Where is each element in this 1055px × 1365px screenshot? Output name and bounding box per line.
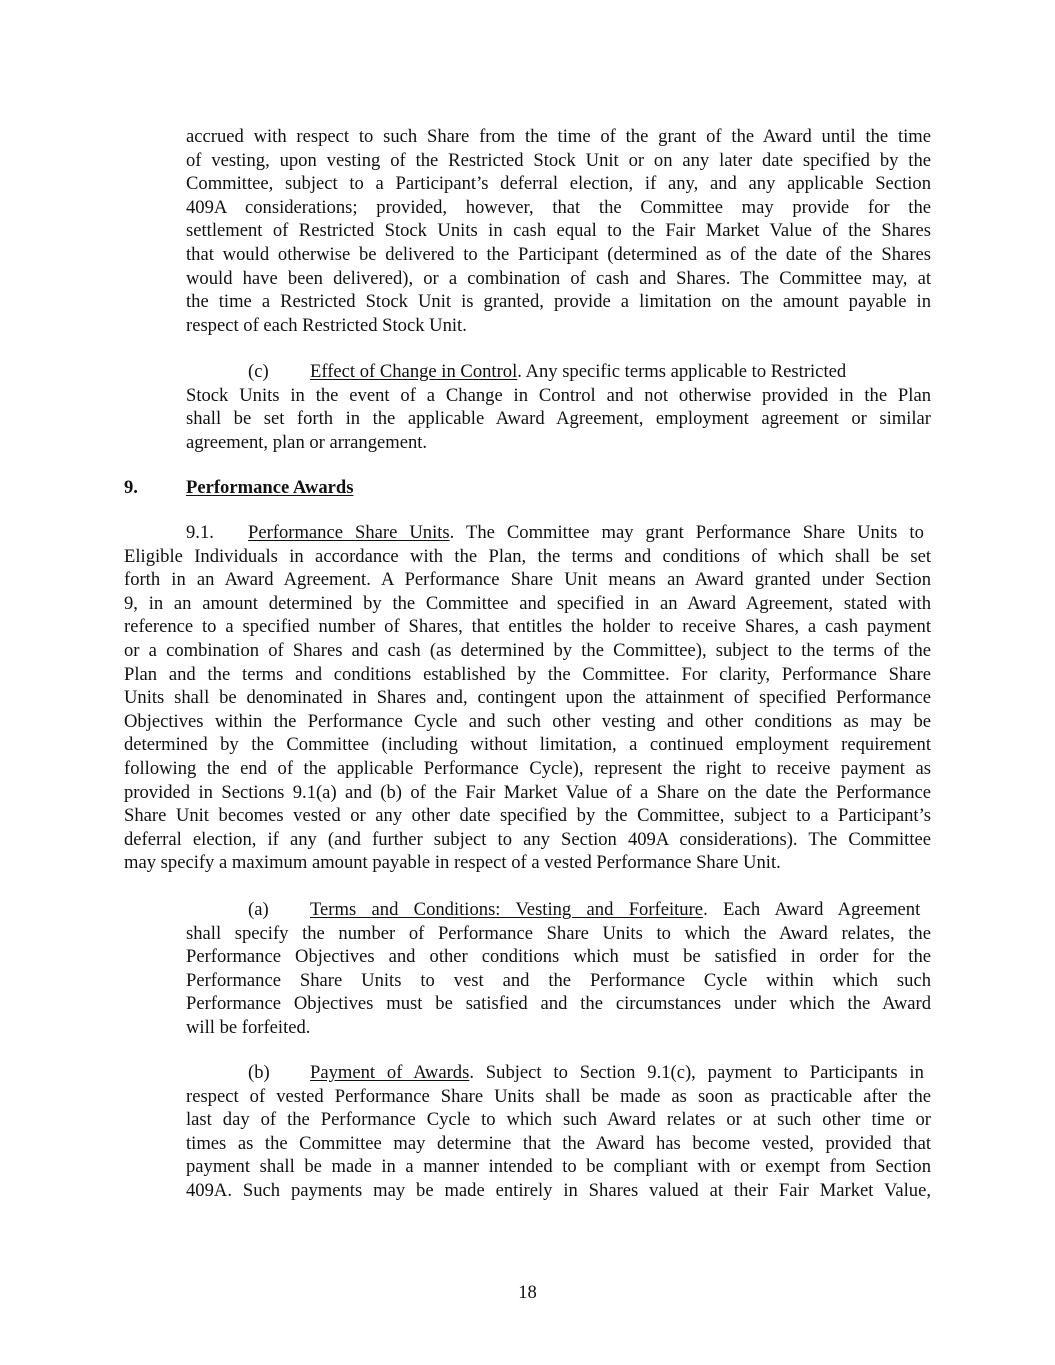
subsection-b-first-line — [186, 1061, 931, 1085]
continued-paragraph — [186, 125, 931, 337]
subsection-marker: (c) — [248, 361, 269, 382]
text-line: of vesting, upon vesting of the Restricted Stock Unit or on any later date specified by the — [186, 149, 931, 171]
subsection-a-first-line — [186, 898, 931, 922]
subsection-b — [186, 1061, 931, 1203]
section-9-1 — [124, 521, 931, 875]
text-line: following the end of the applicable Performance Cycle), represent the right to receive payment as — [124, 757, 931, 779]
text-line: Plan and the terms and conditions established by the Committee. For clarity, Performance Share — [124, 663, 931, 685]
subsection-title: Performance Share Units — [248, 522, 450, 543]
text-line: that would otherwise be delivered to the Participant (determined as of the date of the Shares — [186, 243, 931, 265]
text-line: payment shall be made in a manner intended to be compliant with or exempt from Section — [186, 1156, 931, 1178]
subsection-a — [186, 898, 931, 1040]
text-line: 409A considerations; provided, however, that the Committee may provide for the — [186, 196, 931, 218]
subsection-marker: (a) — [248, 899, 269, 920]
text-line: reference to a specified number of Shares, that entitles the holder to receive Shares, a cash payment — [124, 616, 931, 638]
subsection-text: . The Committee may grant Performance Share Units to — [449, 522, 924, 543]
text-line: respect of vested Performance Share Units shall be made as soon as practicable after the — [186, 1085, 931, 1107]
section-title: Performance Awards — [186, 477, 354, 498]
text-line: respect of each Restricted Stock Unit. — [186, 314, 467, 336]
text-line: would have been delivered), or a combination of cash and Shares. The Committee may, at — [186, 267, 931, 289]
subsection-marker: 9.1. — [186, 522, 214, 543]
section-heading — [124, 476, 353, 500]
subsection-text: . Subject to Section 9.1(c), payment to Participants in — [469, 1062, 924, 1083]
text-line: Eligible Individuals in accordance with the Plan, the terms and conditions of which shall be set — [124, 545, 931, 567]
text-line: Stock Units in the event of a Change in Control and not otherwise provided in the Plan — [186, 384, 931, 406]
subsection-text: . Any specific terms applicable to Restricted — [517, 361, 847, 382]
text-line: Committee, subject to a Participant’s deferral election, if any, and any applicable Section — [186, 173, 931, 195]
text-line: forth in an Award Agreement. A Performance Share Unit means an Award granted under Section — [124, 569, 931, 591]
text-line: Objectives within the Performance Cycle and such other vesting and other conditions as may be — [124, 710, 931, 732]
subsection-text: . Each Award Agreement — [703, 899, 921, 920]
text-line: will be forfeited. — [186, 1016, 311, 1038]
page-number: 18 — [518, 1282, 537, 1303]
text-line: may specify a maximum amount payable in respect of a vested Performance Share Unit. — [124, 852, 781, 874]
text-line: agreement, plan or arrangement. — [186, 431, 428, 453]
text-line: accrued with respect to such Share from the time of the grant of the Award until the time — [186, 126, 931, 147]
text-line: deferral election, if any (and further subject to any Section 409A considerations). The Committee — [124, 828, 931, 850]
text-line: or a combination of Shares and cash (as determined by the Committee), subject to the terms of the — [124, 639, 931, 661]
text-line: 9, in an amount determined by the Committee and specified in an Award Agreement, stated with — [124, 592, 931, 614]
text-line: Units shall be denominated in Shares and, contingent upon the attainment of specified Performance — [124, 687, 931, 709]
text-line: times as the Committee may determine that the Award has become vested, provided that — [186, 1132, 931, 1154]
text-line: determined by the Committee (including without limitation, a continued employment requirement — [124, 734, 931, 756]
text-line: provided in Sections 9.1(a) and (b) of the Fair Market Value of a Share on the date the Performance — [124, 781, 931, 803]
text-line: Performance Objectives must be satisfied and the circumstances under which the Award — [186, 993, 931, 1015]
subsection-c-first-line — [186, 360, 931, 384]
text-line: shall specify the number of Performance Share Units to which the Award relates, the — [186, 922, 931, 944]
subsection-title: Effect of Change in Control — [310, 361, 518, 382]
text-line: shall be set forth in the applicable Award Agreement, employment agreement or similar — [186, 408, 931, 430]
subsection-title: Terms and Conditions: Vesting and Forfeiture — [310, 899, 704, 920]
subsection-marker: (b) — [248, 1062, 270, 1083]
text-line: Performance Objectives and other conditions which must be satisfied in order for the — [186, 946, 931, 968]
text-line: Performance Share Units to vest and the Performance Cycle within which such — [186, 969, 931, 991]
text-line: settlement of Restricted Stock Units in cash equal to the Fair Market Value of the Shares — [186, 220, 931, 242]
section-number: 9. — [124, 477, 138, 498]
text-line: last day of the Performance Cycle to which such Award relates or at such other time or — [186, 1109, 931, 1131]
subsection-title: Payment of Awards — [310, 1062, 470, 1083]
section-9-1-first-line — [124, 521, 931, 545]
text-line: the time a Restricted Stock Unit is granted, provide a limitation on the amount payable in — [186, 291, 931, 313]
subsection-c — [186, 360, 931, 454]
text-line: Share Unit becomes vested or any other date specified by the Committee, subject to a Participant’s — [124, 805, 931, 827]
text-line: 409A. Such payments may be made entirely in Shares valued at their Fair Market Value, — [186, 1179, 931, 1201]
